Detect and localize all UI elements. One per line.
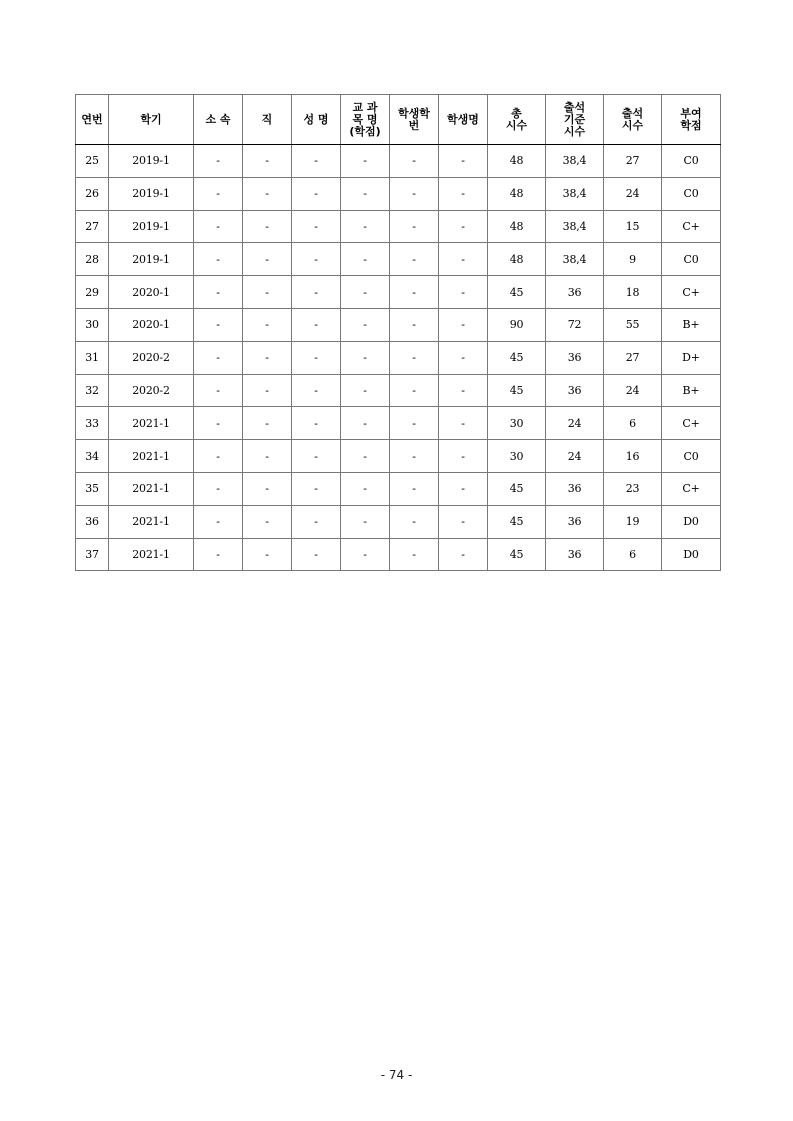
table-cell: - xyxy=(439,505,488,538)
table-cell: B+ xyxy=(662,308,721,341)
table-cell: 45 xyxy=(488,505,546,538)
table-cell: - xyxy=(390,538,439,571)
table-row xyxy=(76,538,721,571)
table-cell: 2019-1 xyxy=(109,243,194,276)
table-cell: - xyxy=(243,440,292,473)
table-cell: - xyxy=(439,374,488,407)
table-cell: 9 xyxy=(604,243,662,276)
table-cell: - xyxy=(194,440,243,473)
table-cell: 38,4 xyxy=(546,210,604,243)
table-cell: C0 xyxy=(662,177,721,210)
table-cell: 72 xyxy=(546,308,604,341)
table-cell: 2021-1 xyxy=(109,538,194,571)
table-cell: 48 xyxy=(488,145,546,178)
table-cell: 31 xyxy=(76,341,109,374)
table-cell: 28 xyxy=(76,243,109,276)
table-cell: 48 xyxy=(488,177,546,210)
table-row xyxy=(76,440,721,473)
table-cell: - xyxy=(292,374,341,407)
table-cell: - xyxy=(194,341,243,374)
table-cell: 36 xyxy=(546,538,604,571)
table-cell: - xyxy=(194,243,243,276)
table-cell: 35 xyxy=(76,472,109,505)
table-row xyxy=(76,505,721,538)
table-cell: 2021-1 xyxy=(109,440,194,473)
table-cell: 2019-1 xyxy=(109,145,194,178)
table-cell: 38,4 xyxy=(546,177,604,210)
table-row xyxy=(76,407,721,440)
table-cell: - xyxy=(341,341,390,374)
table-cell: D0 xyxy=(662,505,721,538)
header-department: 소 속 xyxy=(194,95,243,145)
table-cell: 6 xyxy=(604,538,662,571)
table-row xyxy=(76,276,721,309)
table-cell: 29 xyxy=(76,276,109,309)
table-cell: 2020-2 xyxy=(109,341,194,374)
table-cell: - xyxy=(194,177,243,210)
table-cell: D+ xyxy=(662,341,721,374)
table-cell: - xyxy=(194,374,243,407)
header-serial-number: 연번 xyxy=(76,95,109,145)
table-cell: 48 xyxy=(488,243,546,276)
table-cell: - xyxy=(243,308,292,341)
table-cell: - xyxy=(341,407,390,440)
table-cell: - xyxy=(341,374,390,407)
table-cell: - xyxy=(194,505,243,538)
table-row xyxy=(76,243,721,276)
header-student-name: 학생명 xyxy=(439,95,488,145)
table-cell: - xyxy=(341,538,390,571)
table-cell: - xyxy=(341,505,390,538)
table-row xyxy=(76,177,721,210)
table-cell: - xyxy=(341,308,390,341)
table-cell: - xyxy=(194,472,243,505)
table-cell: 27 xyxy=(604,145,662,178)
table-cell: 24 xyxy=(546,407,604,440)
table-cell: - xyxy=(390,472,439,505)
table-cell: - xyxy=(194,145,243,178)
table-cell: D0 xyxy=(662,538,721,571)
header-position: 직 xyxy=(243,95,292,145)
table-cell: - xyxy=(390,276,439,309)
table-cell: - xyxy=(243,341,292,374)
table-cell: - xyxy=(439,145,488,178)
table-cell: C+ xyxy=(662,472,721,505)
header-name: 성 명 xyxy=(292,95,341,145)
table-cell: C0 xyxy=(662,440,721,473)
table-cell: - xyxy=(341,177,390,210)
table-cell: 45 xyxy=(488,374,546,407)
table-row xyxy=(76,145,721,178)
page-number: - 74 - xyxy=(380,1068,413,1082)
attendance-grade-table xyxy=(75,94,721,571)
table-cell: 55 xyxy=(604,308,662,341)
table-cell: 36 xyxy=(546,341,604,374)
table-cell: - xyxy=(194,276,243,309)
table-row xyxy=(76,341,721,374)
table-cell: 45 xyxy=(488,472,546,505)
table-cell: - xyxy=(292,341,341,374)
table-cell: - xyxy=(439,407,488,440)
table-cell: - xyxy=(439,308,488,341)
header-total-hours: 총 시수 xyxy=(488,95,546,145)
table-cell: - xyxy=(439,243,488,276)
table-cell: 30 xyxy=(488,407,546,440)
table-row xyxy=(76,308,721,341)
table-cell: - xyxy=(292,177,341,210)
table-cell: - xyxy=(194,407,243,440)
table-cell: 19 xyxy=(604,505,662,538)
table-cell: C0 xyxy=(662,243,721,276)
table-row xyxy=(76,374,721,407)
table-cell: - xyxy=(390,145,439,178)
table-cell: - xyxy=(390,210,439,243)
table-cell: - xyxy=(243,177,292,210)
header-semester: 학기 xyxy=(109,95,194,145)
header-attendance-hours: 출석 시수 xyxy=(604,95,662,145)
table-cell: 34 xyxy=(76,440,109,473)
table-cell: - xyxy=(341,440,390,473)
table-cell: - xyxy=(439,341,488,374)
table-cell: 2021-1 xyxy=(109,472,194,505)
table-header xyxy=(76,95,721,145)
header-student-id: 학생학 번 xyxy=(390,95,439,145)
table-cell: 36 xyxy=(546,276,604,309)
table-cell: 36 xyxy=(546,472,604,505)
table-cell: - xyxy=(243,407,292,440)
table-cell: - xyxy=(390,177,439,210)
table-cell: - xyxy=(243,374,292,407)
table-cell: 32 xyxy=(76,374,109,407)
table-cell: - xyxy=(194,308,243,341)
table-body xyxy=(76,145,721,571)
table-cell: 24 xyxy=(546,440,604,473)
table-cell: - xyxy=(390,374,439,407)
table-cell: C0 xyxy=(662,145,721,178)
table-cell: 24 xyxy=(604,374,662,407)
table-cell: - xyxy=(439,177,488,210)
table-cell: - xyxy=(439,472,488,505)
table-cell: - xyxy=(390,243,439,276)
table-cell: 90 xyxy=(488,308,546,341)
table-cell: - xyxy=(292,440,341,473)
table-cell: 38,4 xyxy=(546,243,604,276)
table-cell: 15 xyxy=(604,210,662,243)
table-cell: - xyxy=(341,276,390,309)
table-cell: - xyxy=(292,308,341,341)
table-cell: 24 xyxy=(604,177,662,210)
table-cell: 38,4 xyxy=(546,145,604,178)
table-cell: 37 xyxy=(76,538,109,571)
table-cell: - xyxy=(243,145,292,178)
table-cell: 2020-1 xyxy=(109,276,194,309)
header-row xyxy=(76,95,721,145)
table-cell: - xyxy=(341,243,390,276)
table-cell: 27 xyxy=(604,341,662,374)
table-cell: - xyxy=(243,538,292,571)
table-cell: - xyxy=(341,210,390,243)
table-cell: 26 xyxy=(76,177,109,210)
table-cell: - xyxy=(292,243,341,276)
table-cell: - xyxy=(292,538,341,571)
header-attendance-required-hours: 출석 기준 시수 xyxy=(546,95,604,145)
table-cell: - xyxy=(243,505,292,538)
table-cell: 2021-1 xyxy=(109,407,194,440)
table-cell: 48 xyxy=(488,210,546,243)
table-cell: 2019-1 xyxy=(109,210,194,243)
table-cell: - xyxy=(390,440,439,473)
table-cell: 45 xyxy=(488,341,546,374)
table-cell: - xyxy=(439,210,488,243)
table-cell: 2019-1 xyxy=(109,177,194,210)
table-row xyxy=(76,210,721,243)
table-cell: - xyxy=(243,276,292,309)
table-cell: - xyxy=(390,341,439,374)
table-cell: 23 xyxy=(604,472,662,505)
table-cell: 36 xyxy=(546,505,604,538)
table-cell: - xyxy=(243,472,292,505)
table-cell: 45 xyxy=(488,276,546,309)
attendance-grade-table-container xyxy=(75,94,720,571)
table-cell: - xyxy=(292,505,341,538)
table-cell: - xyxy=(439,276,488,309)
table-cell: - xyxy=(194,210,243,243)
table-cell: C+ xyxy=(662,407,721,440)
table-cell: B+ xyxy=(662,374,721,407)
table-cell: 30 xyxy=(76,308,109,341)
table-cell: - xyxy=(341,145,390,178)
table-cell: C+ xyxy=(662,276,721,309)
table-cell: - xyxy=(439,440,488,473)
table-cell: - xyxy=(292,210,341,243)
table-cell: 2021-1 xyxy=(109,505,194,538)
header-course-name: 교 과 목 명 (학점) xyxy=(341,95,390,145)
table-cell: 16 xyxy=(604,440,662,473)
table-cell: - xyxy=(292,145,341,178)
table-cell: 6 xyxy=(604,407,662,440)
table-cell: 27 xyxy=(76,210,109,243)
table-cell: C+ xyxy=(662,210,721,243)
table-cell: 36 xyxy=(546,374,604,407)
table-cell: - xyxy=(390,407,439,440)
table-cell: 2020-1 xyxy=(109,308,194,341)
table-cell: - xyxy=(194,538,243,571)
table-cell: 33 xyxy=(76,407,109,440)
table-cell: 36 xyxy=(76,505,109,538)
table-cell: - xyxy=(390,505,439,538)
table-cell: - xyxy=(341,472,390,505)
table-row xyxy=(76,472,721,505)
table-cell: - xyxy=(292,472,341,505)
table-cell: - xyxy=(390,308,439,341)
table-cell: 18 xyxy=(604,276,662,309)
table-cell: - xyxy=(439,538,488,571)
table-cell: 30 xyxy=(488,440,546,473)
table-cell: 45 xyxy=(488,538,546,571)
table-cell: - xyxy=(243,243,292,276)
table-cell: - xyxy=(292,407,341,440)
header-assigned-grade: 부여 학점 xyxy=(662,95,721,145)
table-cell: - xyxy=(292,276,341,309)
table-cell: - xyxy=(243,210,292,243)
table-cell: 25 xyxy=(76,145,109,178)
table-cell: 2020-2 xyxy=(109,374,194,407)
